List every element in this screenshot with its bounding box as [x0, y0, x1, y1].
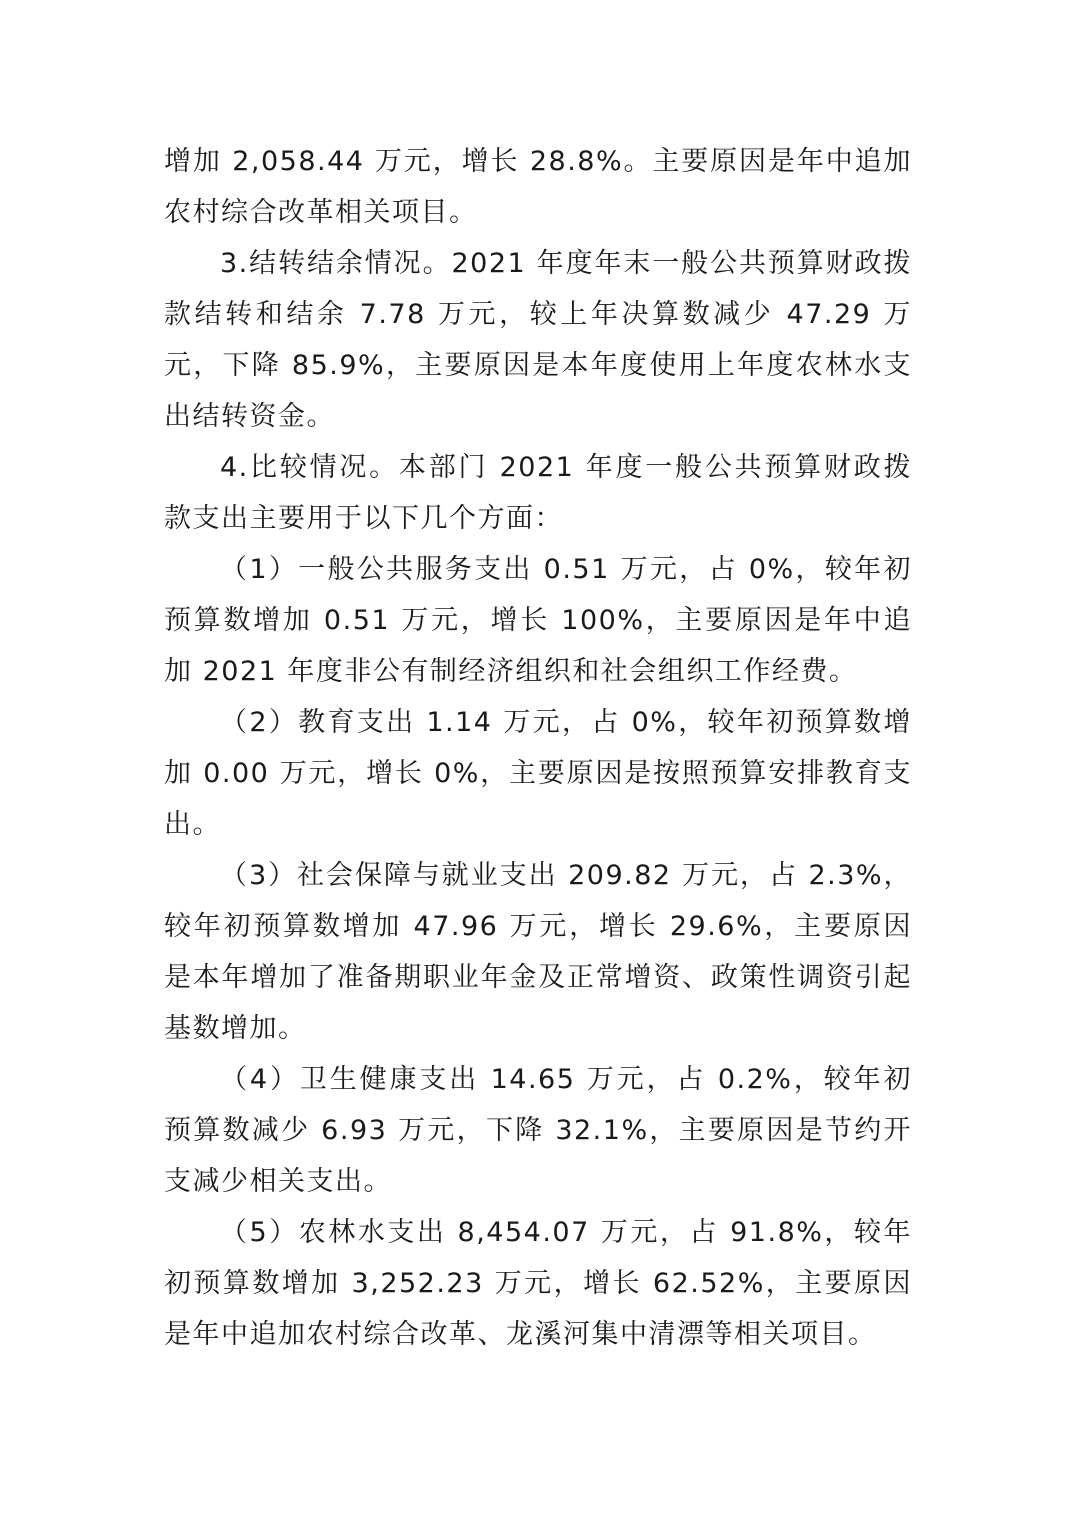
paragraph-education: （2）教育支出 1.14 万元，占 0%，较年初预算数增加 0.00 万元，增长 0%，主要原因是按照预算安排教育支出。 — [164, 707, 912, 840]
paragraph-general-public-services: （1）一般公共服务支出 0.51 万元，占 0%，较年初预算数增加 0.51 万元，增长 100%，主要原因是年中追加 2021 年度非公有制经济组织和社会组织工作经费。 — [164, 554, 912, 687]
paragraph-social-security: （3）社会保障与就业支出 209.82 万元，占 2.3%，较年初预算数增加 47.96 万元，增长 29.6%，主要原因是本年增加了准备期职业年金及正常增资、政策性调资引起基数增加。 — [164, 860, 912, 1044]
paragraph-continuation: 增加 2,058.44 万元，增长 28.8%。主要原因是年中追加农村综合改革相关项目。 — [164, 146, 912, 228]
paragraph-agriculture-forestry-water: （5）农林水支出 8,454.07 万元，占 91.8%，较年初预算数增加 3,252.23 万元，增长 62.52%，主要原因是年中追加农村综合改革、龙溪河集中清漂等相关项目。 — [164, 1217, 912, 1350]
document-body — [164, 136, 912, 1360]
paragraph-carryover-balance: 3.结转结余情况。2021 年度年末一般公共预算财政拨款结转和结余 7.78 万元，较上年决算数减少 47.29 万元，下降 85.9%，主要原因是本年度使用上年度农林水支出结转资金。 — [164, 248, 912, 432]
paragraph-comparison-intro: 4.比较情况。本部门 2021 年度一般公共预算财政拨款支出主要用于以下几个方面： — [164, 452, 912, 534]
paragraph-health: （4）卫生健康支出 14.65 万元，占 0.2%，较年初预算数减少 6.93 万元，下降 32.1%，主要原因是节约开支减少相关支出。 — [164, 1064, 912, 1197]
